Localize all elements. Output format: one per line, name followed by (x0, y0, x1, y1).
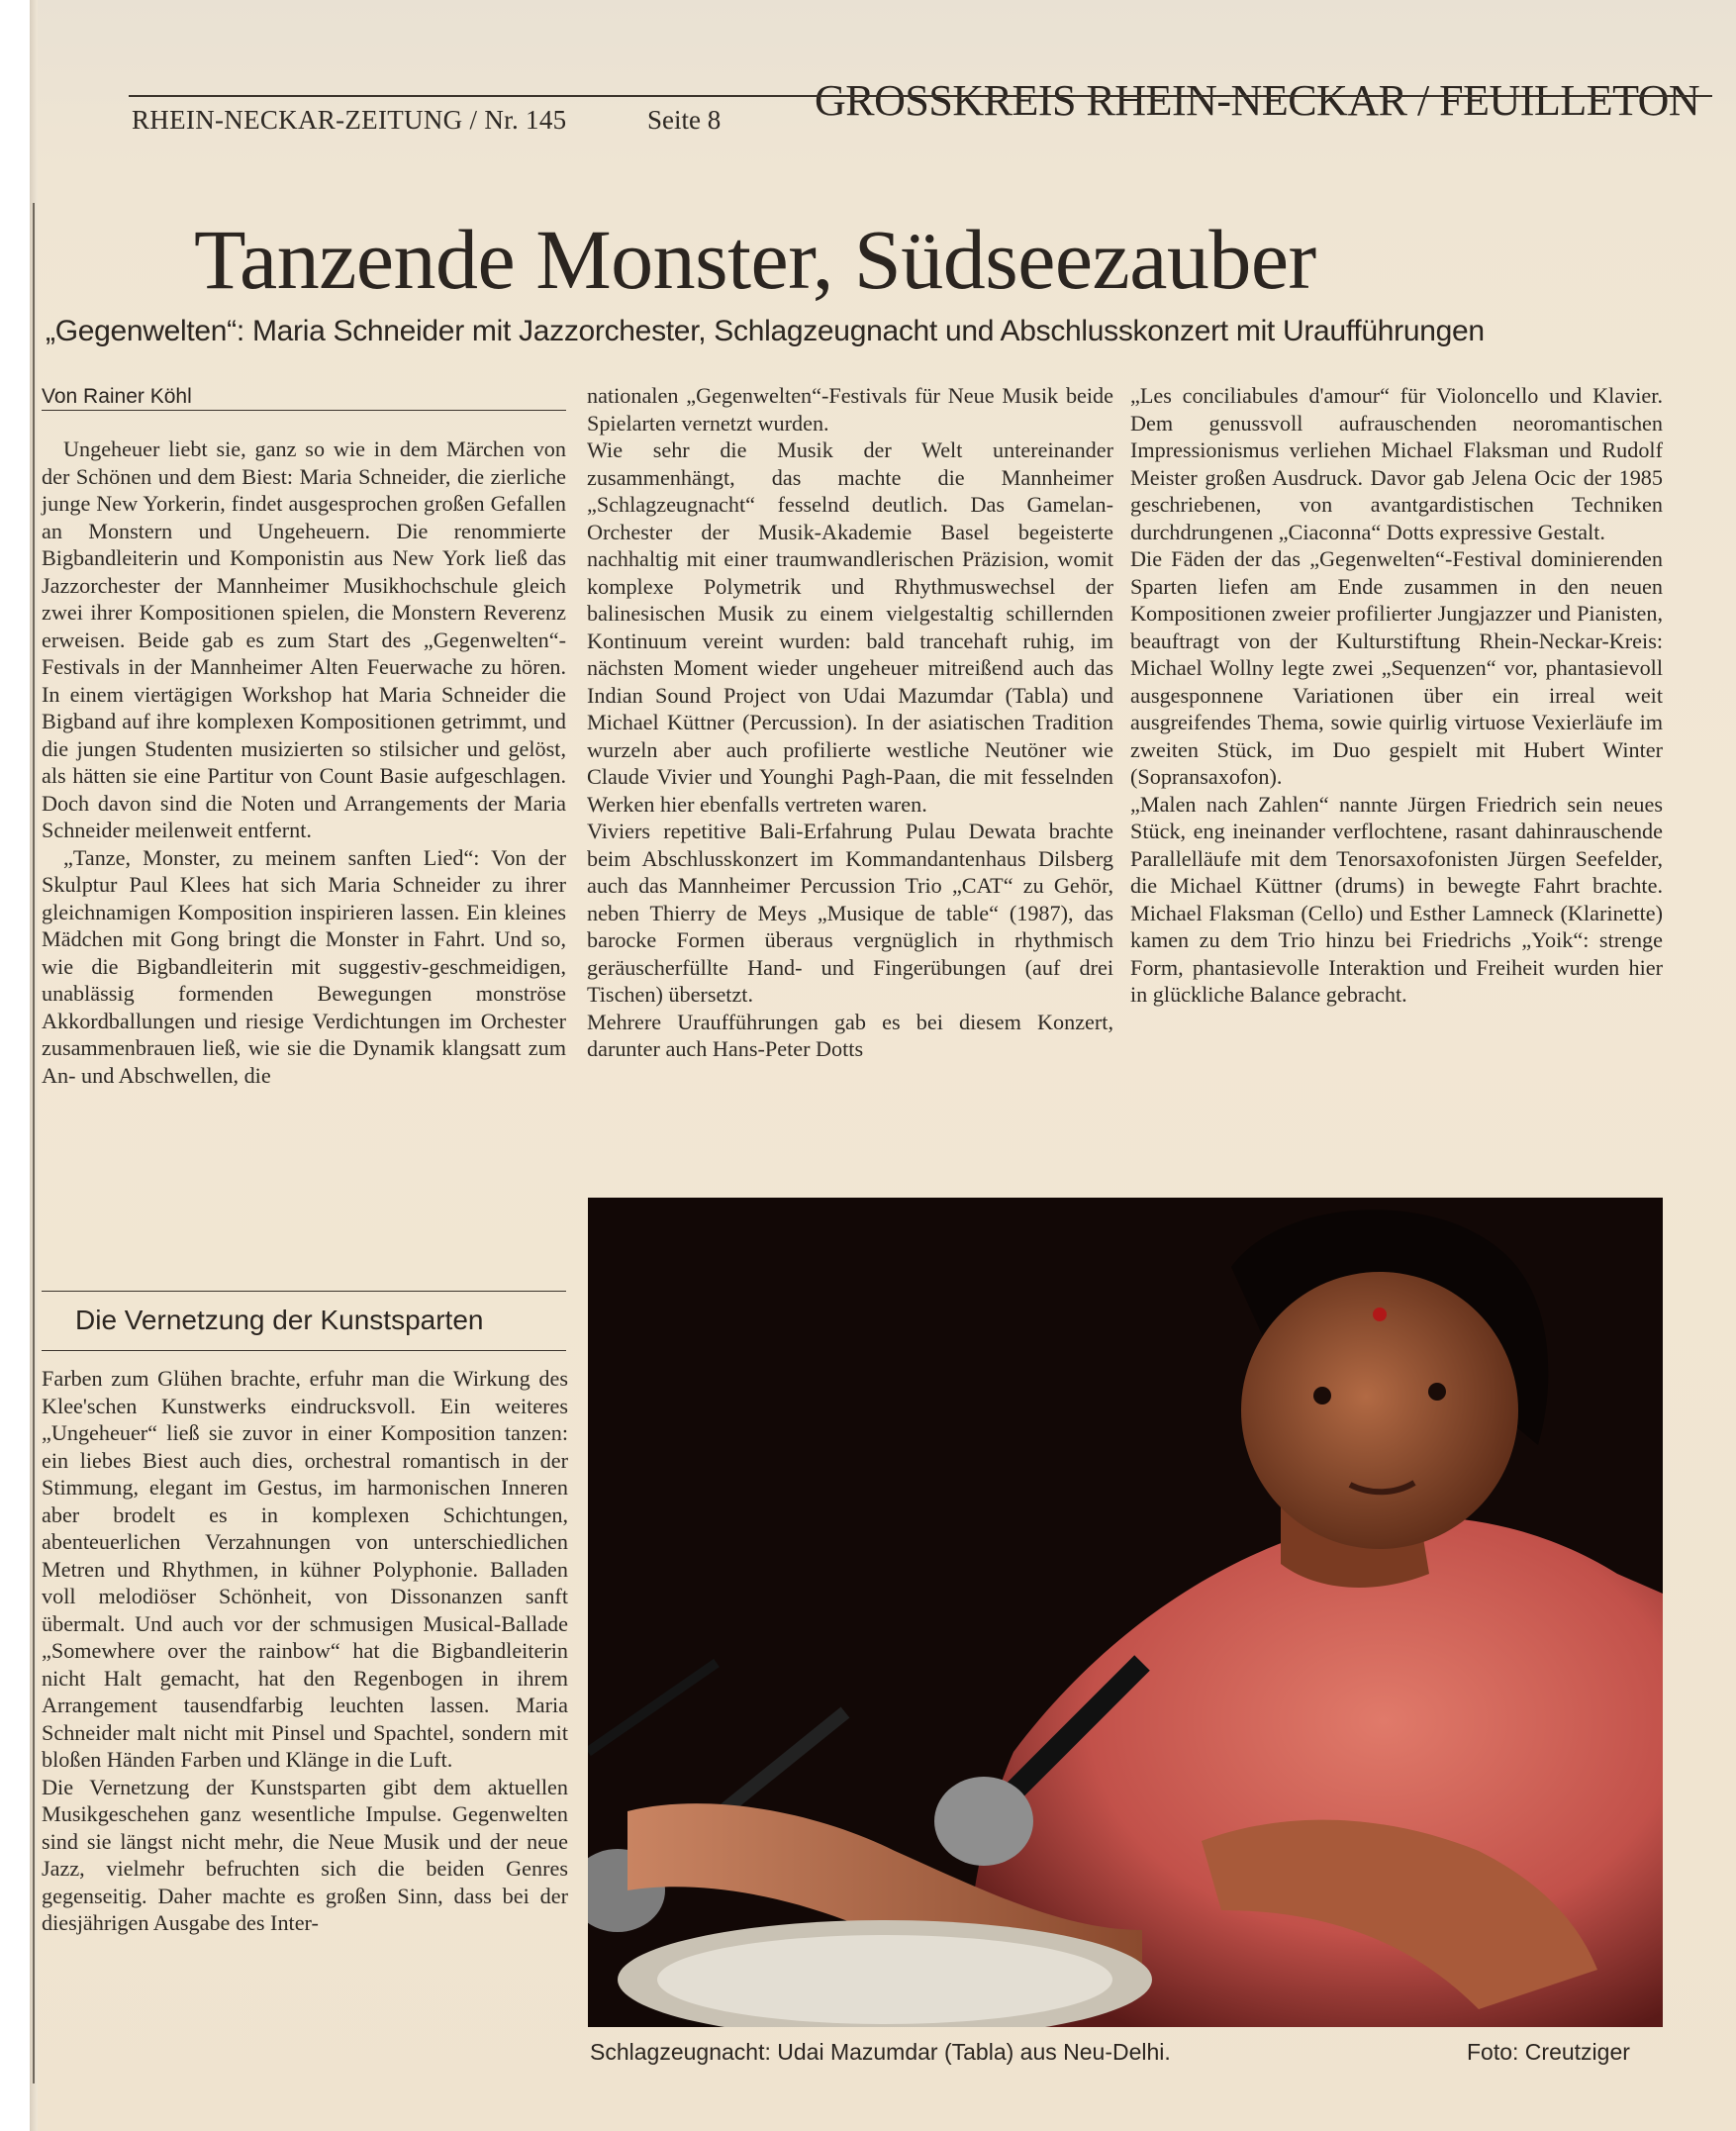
paragraph: Farben zum Glühen brachte, erfuhr man die Wirkung des Klee'schen Kunstwerks eindrucksvoll. Ein weiteres „Ungeheuer“ ließ sie zuvor in einer Komposition tanzen: ein liebes Biest auch dies, orchestral romantisch in der Stimmung, elegant im Gestus, im harmonischen Inneren aber brodelt es in komplexen Schichtungen, abenteuerlichen Verzahnungen von unterschiedlichen Metren und Rhythmen, in kühner Polyphonie. Balladen voll melodiöser Schönheit, von Dissonanzen sanft übermalt. Und auch vor der schmusigen Musical-Ballade „Somewhere over the rainbow“ hat die Bigbandleiterin nicht Halt gemacht, hat den Regenbogen in ihrem Arrangement tausendfarbig leuchten lassen. Maria Schneider malt nicht mit Pinsel und Spachtel, sondern mit bloßen Händen Farben und Klänge in die Luft. (42, 1366, 568, 1772)
article-subheadline: „Gegenwelten“: Maria Schneider mit Jazzorchester, Schlagzeugnacht und Abschlusskonzert mit Uraufführungen (46, 315, 1485, 347)
text-column-1 (42, 436, 566, 1089)
text-column-1-continued (42, 1365, 568, 1937)
paragraph: „Tanze, Monster, zu meinem sanften Lied“: Von der Skulptur Paul Klees hat sich Maria Schneider zu ihrer gleichnamigen Komposition inspirieren lassen. Ein kleines Mädchen mit Gong bringt die Monster in Fahrt. Und so, wie die Bigbandleiterin mit suggestiv-geschmeidigen, unablässig formenden Bewegungen monströse Akkordballungen und riesige Verdichtungen im Orchester zusammenbrauen ließ, wie sie die Dynamik klangsatt zum An- und Abschwellen, die (42, 844, 566, 1088)
text-column-3 (1130, 382, 1663, 1009)
paragraph: Mehrere Uraufführungen gab es bei diesem Konzert, darunter auch Hans-Peter Dotts (587, 1009, 1113, 1061)
paragraph: „Malen nach Zahlen“ nannte Jürgen Friedrich sein neues Stück, eng ineinander verflochtene, rasant dahinrauschende Parallelläufe mit dem Tenorsaxofonisten Jürgen Seefelder, die Michael Küttner (drums) in bewegte Fahrt brachte. Michael Flaksman (Cello) und Esther Lamneck (Klarinette) kamen zu dem Trio hinzu bei Friedrichs „Yoik“: strenge Form, phantasievolle Interaktion und Freiheit wurden hier in glückliche Balance gebracht. (1130, 791, 1663, 1007)
paragraph: Die Fäden der das „Gegenwelten“-Festival dominierenden Sparten liefen am Ende zusammen in den neuen Kompositionen zweier profilierter Jungjazzer und Pianisten, beauftragt von der Kulturstiftung Rhein-Neckar-Kreis: Michael Wollny legte zwei „Sequenzen“ vor, phantasievoll ausgesponnene Variationen über ein irreal weit ausgreifendes Thema, sowie quirlig virtuose Vexierläufe im zweiten Stück, im Duo gespielt mit Hubert Winter (Sopransaxofon). (1130, 546, 1663, 789)
paragraph: Die Vernetzung der Kunstsparten gibt dem aktuellen Musikgeschehen ganz wesentliche Impulse. Gegenwelten sind sie längst nicht mehr, die Neue Musik und der neue Jazz, vielmehr befruchten sich die beiden Genres gegenseitig. Daher machte es großen Sinn, dass bei der diesjährigen Ausgabe des Inter- (42, 1774, 568, 1935)
photo-credit: Foto: Creutziger (1467, 2039, 1630, 2065)
photo-illustration (588, 1198, 1663, 2027)
subheading-rule-bottom (42, 1350, 566, 1351)
page-margin (0, 0, 30, 2131)
newspaper-issue: RHEIN-NECKAR-ZEITUNG / Nr. 145 (132, 105, 567, 135)
page-number: Seite 8 (647, 105, 722, 135)
text-column-2 (587, 382, 1113, 1063)
paragraph: Viviers repetitive Bali-Erfahrung Pulau Dewata brachte beim Abschlusskonzert im Kommandantenhaus Dilsberg auch das Mannheimer Percussion Trio „CAT“ zu Gehör, neben Thierry de Meys „Musique de table“ (1987), das barocke Formen überaus vergnüglich in rhythmisch geräuscherfüllte Hand- und Fingerübungen (auf drei Tischen) übersetzt. (587, 819, 1113, 1007)
subsection-heading: Die Vernetzung der Kunstsparten (75, 1305, 484, 1335)
article-byline: Von Rainer Köhl (42, 385, 192, 408)
paragraph: Wie sehr die Musik der Welt untereinander zusammenhängt, das machte die Mannheimer „Schlagzeugnacht“ fesselnd deutlich. Das Gamelan-Orchester der Musik-Akademie Basel begeisterte nachhaltig mit einer traumwandlerischen Präzision, womit komplexe Polymetrik und Rhythmuswechsel der balinesischen Musik zu einem vielgestaltig schillernden Kontinuum vereint wurden: bald trancehaft ruhig, im nächsten Moment wieder ungeheuer mitreißend auch das Indian Sound Project von Udai Mazumdar (Tabla) und Michael Küttner (Percussion). In der asiatischen Tradition wurzeln aber auch profilierte westliche Neutöner wie Claude Vivier und Younghi Pagh-Paan, die mit fesselnden Werken hier ebenfalls vertreten waren. (587, 437, 1113, 817)
subheading-rule-top (42, 1291, 566, 1292)
paragraph: „Les conciliabules d'amour“ für Violoncello und Klavier. Dem genussvoll aufrauschenden neoromantischen Impressionismus verliehen Michael Flaksman und Rudolf Meister großen Ausdruck. Davor gab Jelena Ocic der 1985 geschriebenen, von avantgardistischen Techniken durchdrungenen „Ciaconna“ Dotts expressive Gestalt. (1130, 383, 1663, 544)
byline-rule (42, 410, 566, 411)
header-rule (129, 95, 1712, 97)
photo-caption: Schlagzeugnacht: Udai Mazumdar (Tabla) aus Neu-Delhi. (590, 2039, 1171, 2065)
article-headline: Tanzende Monster, Südseezauber (194, 212, 1316, 307)
section-title: GROSSKREIS RHEIN-NECKAR / FEUILLETON (815, 76, 1700, 125)
column-border-left (33, 203, 35, 2083)
paragraph: nationalen „Gegenwelten“-Festivals für Neue Musik beide Spielarten vernetzt wurden. (587, 383, 1113, 436)
article-photo (588, 1198, 1663, 2027)
paragraph: Ungeheuer liebt sie, ganz so wie in dem Märchen von der Schönen und dem Biest: Maria Schneider, die zierliche junge New Yorkerin, findet ausgesprochen großen Gefallen an Monstern und Ungeheuern. Die renommierte Bigbandleiterin und Komponistin aus New York ließ das Jazzorchester der Mannheimer Musikhochschule gleich zwei ihrer Kompositionen spielen, die Monstern Reverenz erweisen. Beide gab es zum Start des „Gegenwelten“-Festivals in der Mannheimer Alten Feuerwache zu hören. In einem viertägigen Workshop hat Maria Schneider die Bigband auf ihre komplexen Kompositionen getrimmt, und die jungen Studenten musizierten so stilsicher und gelöst, als hätten sie eine Partitur von Count Basie aufgeschlagen. Doch davon sind die Noten und Arrangements der Maria Schneider meilenweit entfernt. (42, 436, 566, 842)
